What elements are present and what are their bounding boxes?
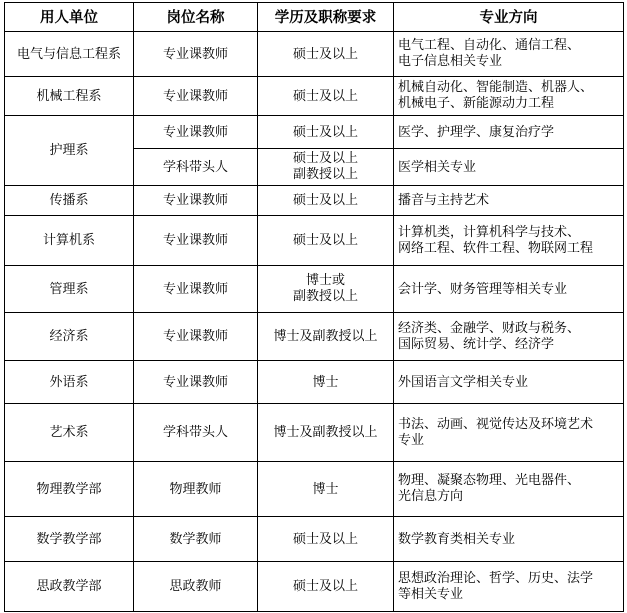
- major-line: 专业: [398, 432, 425, 448]
- table-row: [5, 32, 624, 77]
- requirement-cell: 硕士及以上: [258, 186, 394, 216]
- major-cell: 播音与主持艺术: [394, 186, 624, 216]
- position-cell: 专业课教师: [134, 77, 258, 116]
- unit-cell: 管理系: [5, 266, 134, 313]
- major-cell: 医学、护理学、康复治疗学: [394, 116, 624, 149]
- requirement-cell: [258, 266, 394, 313]
- table-row: [5, 266, 624, 313]
- position-cell: 物理教师: [134, 462, 258, 517]
- major-line: 机械自动化、智能制造、机器人、: [398, 80, 594, 95]
- unit-cell: 护理系: [5, 116, 134, 186]
- table-row: [5, 116, 624, 149]
- major-line: 电气工程、自动化、通信工程、: [398, 38, 581, 53]
- unit-cell: 机械工程系: [5, 77, 134, 116]
- position-cell: 数学教师: [134, 517, 258, 562]
- unit-cell: 思政教学部: [5, 562, 134, 612]
- major-line: 网络工程、软件工程、物联网工程: [398, 240, 594, 256]
- table-row: [5, 216, 624, 266]
- unit-cell: 物理教学部: [5, 462, 134, 517]
- major-cell: [394, 216, 624, 266]
- major-line: 经济类、金融学、财政与税务、: [398, 320, 581, 336]
- table-row: [5, 361, 624, 404]
- unit-cell: 计算机系: [5, 216, 134, 266]
- unit-cell: 电气与信息工程系: [5, 32, 134, 77]
- major-line: 物理、凝聚态物理、光电器件、: [398, 473, 581, 488]
- position-cell: 专业课教师: [134, 266, 258, 313]
- position-cell: 学科带头人: [134, 149, 258, 186]
- header-requirement: 学历及职称要求: [258, 3, 394, 32]
- unit-cell: 数学教学部: [5, 517, 134, 562]
- requirement-cell: 硕士及以上: [258, 562, 394, 612]
- header-position: 岗位名称: [134, 3, 258, 32]
- major-cell: [394, 77, 624, 116]
- major-line: 等相关专业: [398, 586, 464, 602]
- requirement-line: 副教授以上: [292, 167, 358, 182]
- major-cell: [394, 562, 624, 612]
- major-line: 计算机类，计算机科学与技术、: [398, 224, 581, 240]
- header-row: [5, 3, 624, 32]
- unit-cell: 传播系: [5, 186, 134, 216]
- requirement-cell: 博士: [258, 361, 394, 404]
- unit-cell: 艺术系: [5, 404, 134, 462]
- major-line: 机械电子、新能源动力工程: [398, 96, 555, 111]
- requirement-line: 硕士及以上: [292, 151, 358, 166]
- major-line: 思想政治理论、哲学、历史、法学: [398, 570, 594, 586]
- major-line: 国际贸易、统计学、经济学: [398, 336, 555, 352]
- major-cell: 数学教育类相关专业: [394, 517, 624, 562]
- unit-cell: 外语系: [5, 361, 134, 404]
- position-cell: 专业课教师: [134, 313, 258, 361]
- major-line: 书法、动画、视觉传达及环境艺术: [398, 416, 594, 432]
- position-cell: 专业课教师: [134, 361, 258, 404]
- major-line: 电子信息相关专业: [398, 54, 503, 69]
- table-row: [5, 462, 624, 517]
- requirement-line: 副教授以上: [292, 289, 358, 304]
- requirement-cell: 博士及副教授以上: [258, 313, 394, 361]
- major-cell: 会计学、财务管理等相关专业: [394, 266, 624, 313]
- major-cell: 外国语言文学相关专业: [394, 361, 624, 404]
- recruitment-table: [4, 2, 624, 612]
- requirement-cell: 硕士及以上: [258, 116, 394, 149]
- position-cell: 专业课教师: [134, 216, 258, 266]
- table-row: [5, 77, 624, 116]
- position-cell: 专业课教师: [134, 186, 258, 216]
- table-row: [5, 186, 624, 216]
- requirement-cell: 硕士及以上: [258, 216, 394, 266]
- major-cell: [394, 404, 624, 462]
- requirement-cell: 硕士及以上: [258, 77, 394, 116]
- requirement-cell: 博士: [258, 462, 394, 517]
- table-row: [5, 313, 624, 361]
- table-row: [5, 404, 624, 462]
- position-cell: 专业课教师: [134, 116, 258, 149]
- major-cell: [394, 313, 624, 361]
- header-major: 专业方向: [394, 3, 624, 32]
- table-row: [5, 562, 624, 612]
- requirement-line: 博士或: [305, 273, 345, 288]
- header-unit: 用人单位: [5, 3, 134, 32]
- major-cell: [394, 462, 624, 517]
- requirement-cell: 硕士及以上: [258, 517, 394, 562]
- table-row: [5, 517, 624, 562]
- position-cell: 思政教师: [134, 562, 258, 612]
- requirement-cell: 博士及副教授以上: [258, 404, 394, 462]
- requirement-cell: 硕士及以上: [258, 32, 394, 77]
- position-cell: 学科带头人: [134, 404, 258, 462]
- unit-cell: 经济系: [5, 313, 134, 361]
- major-cell: [394, 32, 624, 77]
- major-line: 光信息方向: [398, 489, 464, 504]
- major-cell: 医学相关专业: [394, 149, 624, 186]
- requirement-cell: [258, 149, 394, 186]
- position-cell: 专业课教师: [134, 32, 258, 77]
